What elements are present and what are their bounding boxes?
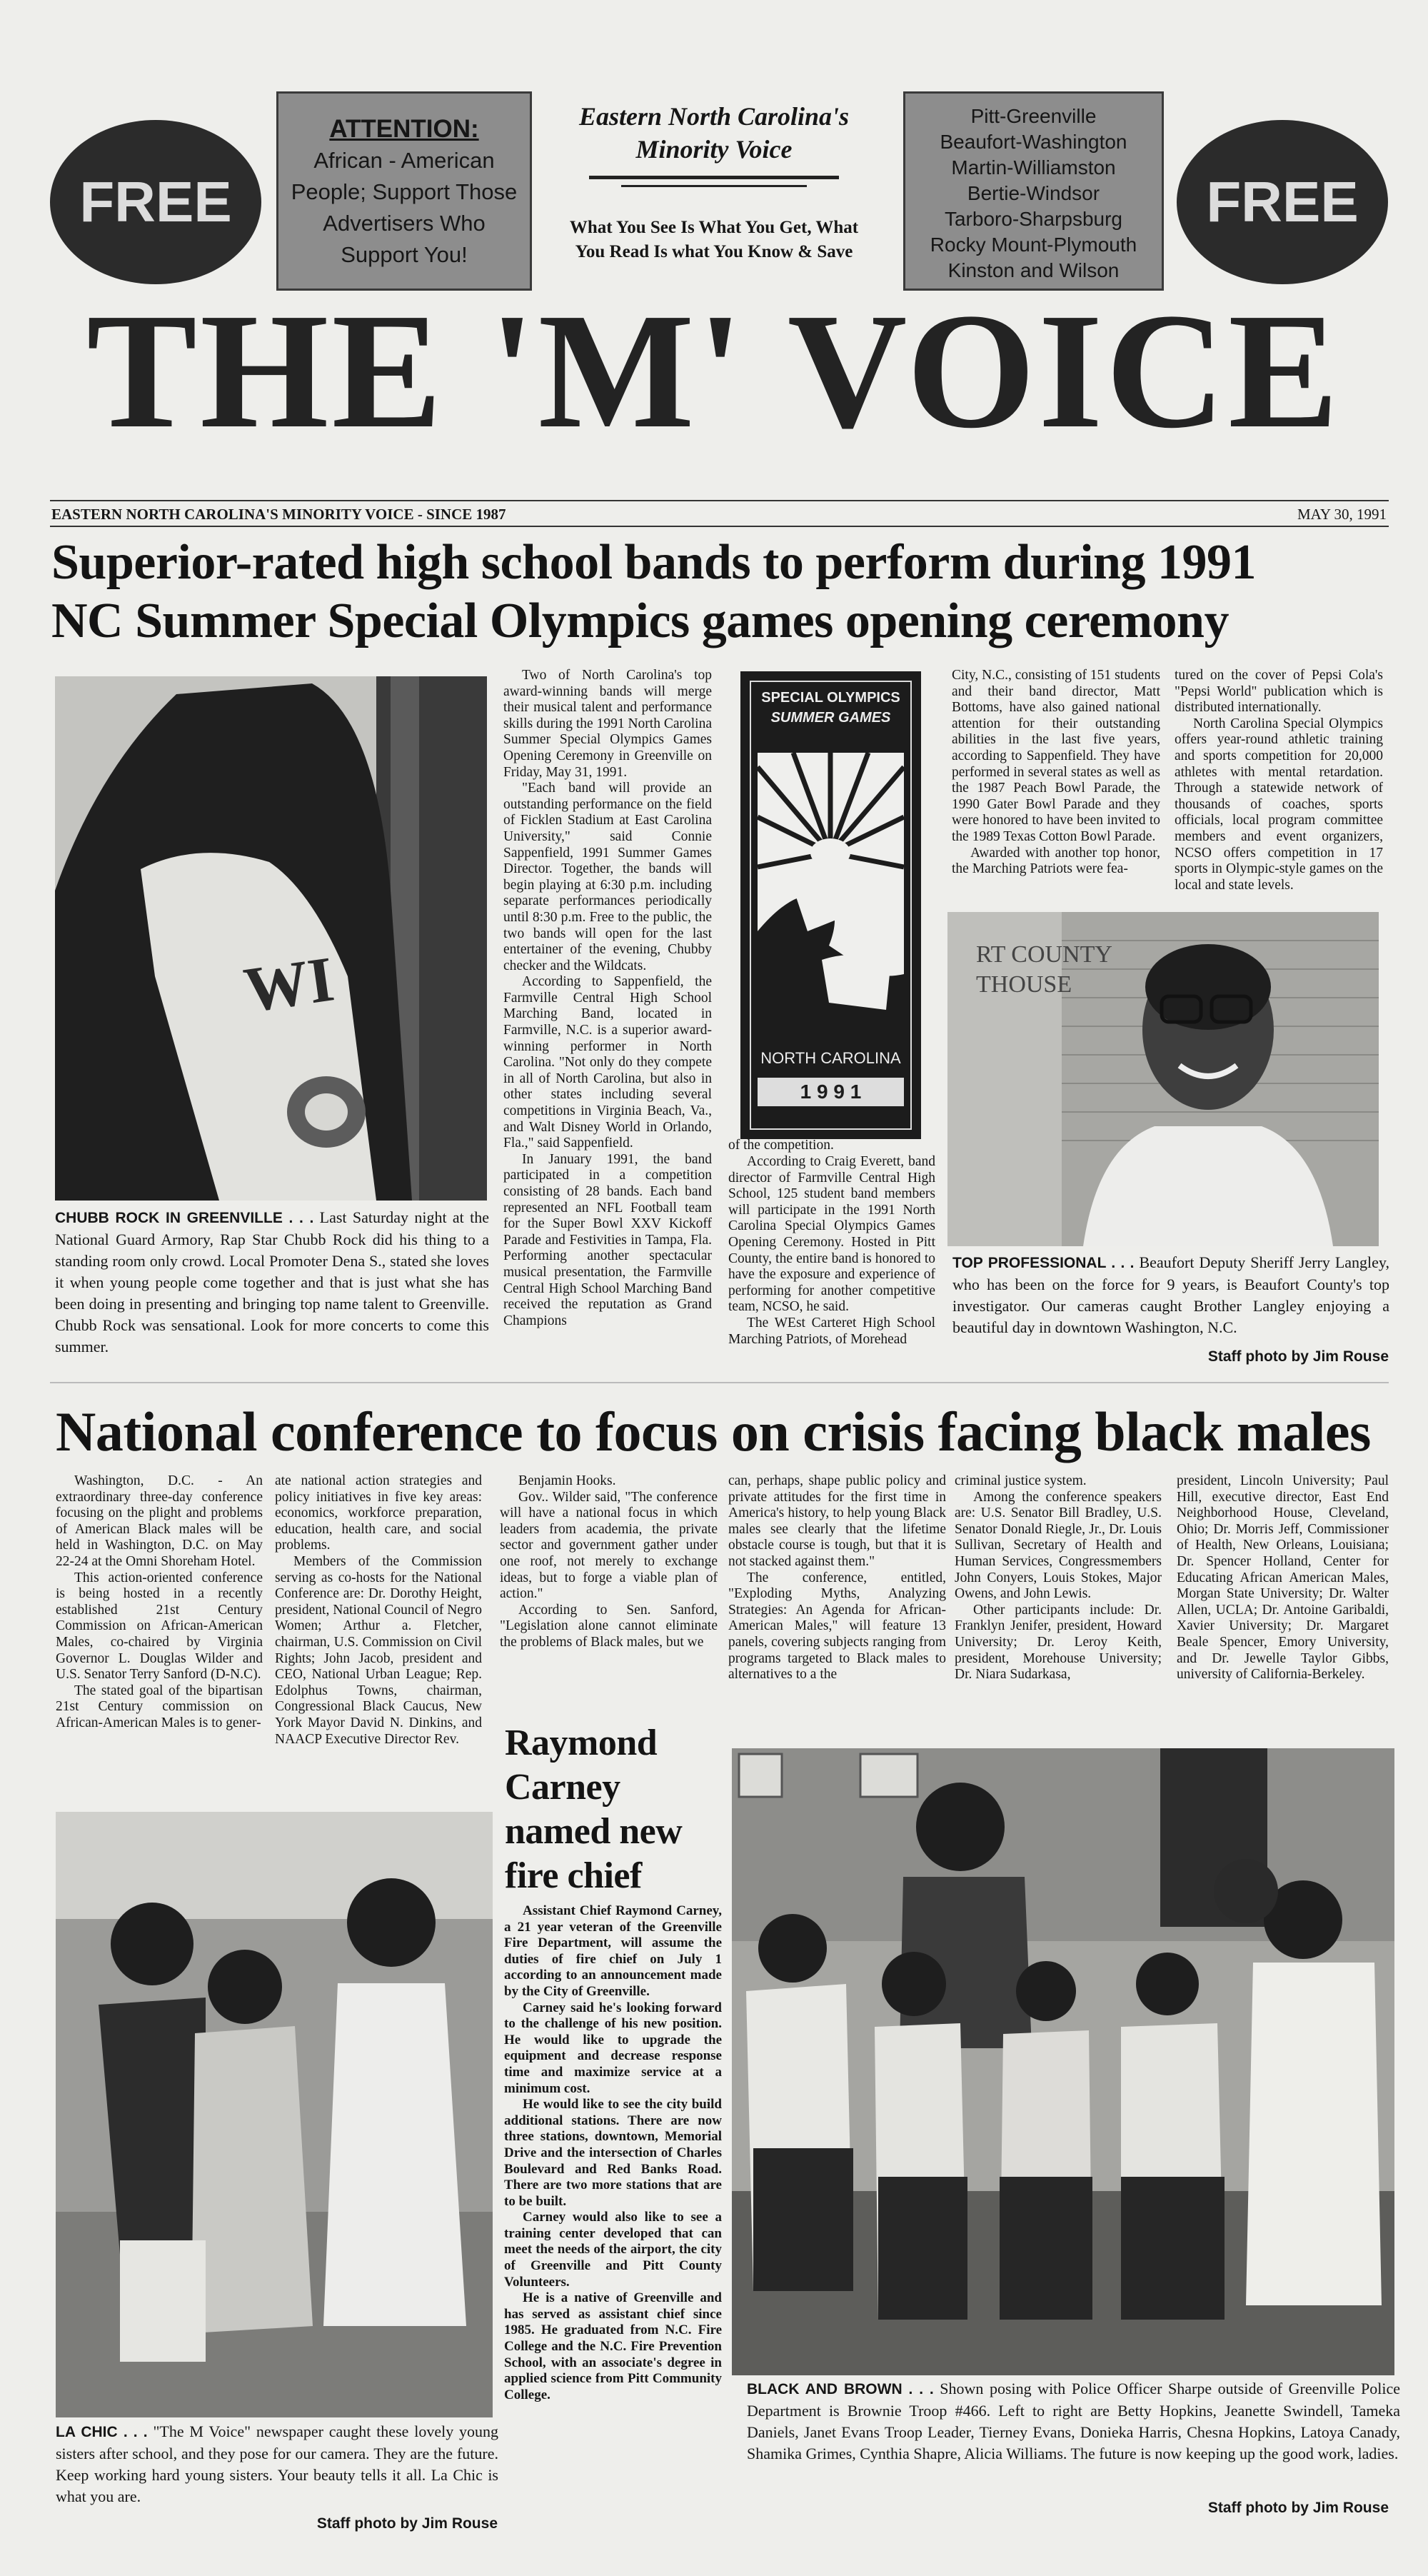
city-line: Kinston and Wilson — [947, 259, 1120, 281]
city-line: Pitt-Greenville — [970, 105, 1097, 127]
paragraph: The stated goal of the bipartisan 21st Century commission on African-American Males is to gener- — [56, 1683, 263, 1730]
paragraph: According to Craig Everett, band director of Farmville Central High School, 125 student band members will participate in the 1991 North Carolina Special Olympics Games Opening Ceremony. Hosted in Pitt County, the entire band is honored to have the exposure and experience of performing for another competitive team, NCSO, he said. — [728, 1154, 935, 1315]
paragraph: North Carolina Special Olympics offers year-round athletic training and sports competition for 20,000 athletes with mental retardation. Through a statewide network of thousands of coaches, sports officials, local program committee members and event organizers, NCSO offers competition in 17 sports in Olympic-style games on the local and state levels. — [1175, 716, 1383, 893]
tagline-rule-2 — [621, 185, 807, 187]
paragraph: In January 1991, the band participated in a competition consisting of 28 bands. Each band represented an NFL Football team for the Super Bowl XXV Kickoff Parade and Festivities in Tampa, Fla. Performing another spectacular musical presentation, the Farmville Central High School Marching Band received the reputation as Grand Champions — [503, 1151, 712, 1328]
city-line: Bertie-Windsor — [967, 182, 1100, 204]
attention-lines — [278, 145, 530, 271]
story2-column-3 — [500, 1473, 718, 1651]
paragraph: tured on the cover of Pepsi Cola's "Pepsi World" publication which is distributed internationally. — [1175, 668, 1383, 716]
story3-headline-4: fire chief — [505, 1855, 642, 1896]
paragraph: Members of the Commission serving as co-hosts for the National Conference are: Dr. Dorothy Height, president, National Council of Negro Women; Arthur a. Fletcher, chairman, U.S. Commission on Civil Rights; John Jacob, president and CEO, National Urban League; Rep. Edolphus Towns, chairman, Congressional Black Caucus, New York Mayor David N. Dinkins, and NAACP Executive Director Rev. — [275, 1553, 482, 1747]
svg-text:THOUSE: THOUSE — [976, 971, 1072, 998]
cities-box — [903, 91, 1164, 291]
attention-title: ATTENTION: — [329, 115, 479, 143]
paragraph: According to Sappenfield, the Farmville Central High School Marching Band, located in Farmville, N.C. is a superior award-winning performer in North Carolina. "Not only do they compete in all of North Carolina, but also in other states including several competitions in Virginia Beach, Va., and Walt Disney World in Orlando, Fla.," said Sappenfield. — [503, 974, 712, 1151]
story1-column-4 — [1175, 668, 1383, 893]
logo-year: 1 9 9 1 — [758, 1078, 904, 1106]
attention-line: Advertisers Who — [323, 211, 486, 236]
paragraph: Gov.. Wilder said, "The conference will have a national focus in which leaders from academia, the private sector and government gather under one roof, not merely to exchange ideas, but to forge a viable plan of action." — [500, 1489, 718, 1602]
top-professional-photo — [947, 912, 1379, 1246]
paragraph: He would like to see the city build additional stations. There are now three stations, downtown, Memorial Drive and the intersection of Charles Boulevard and Red Banks Road. There are two more stations that are to be built. — [504, 2097, 722, 2209]
paragraph: "Each band will provide an outstanding performance on the field of Ficklen Stadium at East Carolina University," said Connie Sappenfield, 1991 Summer Games Director. Together, the bands will begin playing at 6:30 p.m. including separate performances periodically until 8:30 p.m. Free to the public, the two bands will open for the last entertainer of the evening, Chubby checker and the Wildcats. — [503, 781, 712, 973]
story2-column-1 — [56, 1473, 263, 1732]
paragraph: of the competition. — [728, 1138, 834, 1153]
paragraph: According to Sen. Sanford, "Legislation alone cannot eliminate the problems of Black males, but we — [500, 1602, 718, 1650]
masthead-rule-bottom — [50, 526, 1389, 527]
tagline-top-2: Minority Voice — [635, 135, 793, 164]
paragraph: Carney would also like to see a training center developed that can meet the needs of the airport, the city of Greenville and Pitt County Volunteers. — [504, 2210, 722, 2290]
svg-text:WI: WI — [240, 943, 338, 1026]
la-chic-photo-credit: Staff photo by Jim Rouse — [316, 2515, 498, 2532]
caption-chubb-rock-text: Last Saturday night at the National Guard Armory, Rap Star Chubb Rock did his thing to a standing room only crowd. Local Promoter Dena S., stated she loves it when young people come together and that is just what she has been doing in presenting and bringing top name talent to Greenville. Chubb Rock was sensational. Look for more concerts to come this summer. — [55, 1208, 490, 1355]
attention-box — [276, 91, 532, 291]
logo-bottom-1: NORTH CAROLINA — [760, 1049, 901, 1067]
tagline-block — [543, 100, 885, 264]
paragraph: Other participants include: Dr. Franklyn Jenifer, president, Howard University; Dr. Leroy Keith, president, Morehouse University; Dr. Niara Sudarkasa, — [955, 1602, 1162, 1683]
paragraph: Awarded with another top honor, the Marching Patriots were fea- — [952, 845, 1160, 877]
caption-la-chic-label: LA CHIC . . . — [56, 2424, 148, 2440]
paragraph: Among the conference speakers are: U.S. Senator Bill Bradley, U.S. Senator Donald Riegle, Jr., Dr. Louis Sullivan, Secretary of Health and Human Services, Congressmembers John Conyers, Louis Stokes, Major Owens, and John Lewis. — [955, 1489, 1162, 1602]
story2-column-5 — [955, 1473, 1162, 1683]
paragraph: criminal justice system. — [955, 1473, 1087, 1488]
story1-column-1 — [503, 668, 712, 1329]
free-badge-left: FREE — [50, 120, 261, 284]
caption-chubb-rock-label: CHUBB ROCK IN GREENVILLE . . . — [55, 1210, 314, 1226]
city-line: Martin-Williamston — [951, 156, 1116, 179]
free-badge-right: FREE — [1177, 120, 1388, 284]
story3-headline-1: Raymond — [505, 1723, 658, 1763]
caption-la-chic — [56, 2421, 498, 2507]
tagline-bottom-1: What You See Is What You Get, What — [569, 218, 859, 237]
tagline-top-1: Eastern North Carolina's — [578, 102, 850, 131]
caption-black-and-brown-label: BLACK AND BROWN . . . — [747, 2381, 934, 2397]
story2-column-2 — [275, 1473, 482, 1748]
masthead-rule-top — [50, 500, 1389, 501]
paragraph: president, Lincoln University; Paul Hill, executive director, East End Neighborhood House, Cleveland, Ohio; Dr. Morris Jeff, Commissioner of Health, New Orleans, Louisiana; Dr. Spencer Holland, Center for Educating African American Males, Morgan State University; Dr. Walter Allen, UCLA; Dr. Antoine Garibaldi, Xavier University; Dr. Margaret Beale Spencer, Emory University, and Dr. Jewelle Taylor Gibbs, university of California-Berkeley. — [1177, 1473, 1389, 1683]
story3-headline — [505, 1721, 726, 1898]
story3-body — [504, 1903, 722, 2403]
paragraph: This action-oriented conference is being hosted in a recently established 21st Century Commission on African-American Males, co-chaired by Virginia Governor L. Douglas Wilder and U.S. Senator Terry Sanford (D-N.C). — [56, 1570, 263, 1683]
city-line: Beaufort-Washington — [940, 131, 1127, 153]
brownie-photo-credit: Staff photo by Jim Rouse — [1207, 2500, 1389, 2516]
masthead-subtitle: EASTERN NORTH CAROLINA'S MINORITY VOICE - SINCE 1987 — [51, 506, 506, 523]
caption-black-and-brown — [747, 2378, 1400, 2465]
caption-black-and-brown-text: Shown posing with Police Officer Sharpe outside of Greenville Police Department is Brownie Troop #466. Left to right are Betty Hopkins, Jeanette Swindell, Tameka Daniels, Janet Evans Troop Leader, Tierney Evans, Donieka Harris, Chesna Hopkins, Latoya Canady, Shamika Grimes, Cynthia Shapre, Alicia Williams. The future is now keeping up the good work, ladies. — [747, 2380, 1400, 2462]
paragraph: Carney said he's looking forward to the challenge of his new position. He would like to upgrade the equipment and decrease response time and maximize service at a minimum cost. — [504, 2000, 722, 2096]
paragraph: ate national action strategies and policy initiatives in five key areas: economics, workforce preparation, education, health care, and social problems. — [275, 1473, 482, 1553]
attention-line: African - American — [313, 148, 495, 173]
caption-top-professional-text: Beaufort Deputy Sheriff Jerry Langley, who has been on the force for 9 years, is Beaufort County's top investigator. Our cameras caught Brother Langley enjoying a beautiful day in downtown Washington, N.C. — [952, 1253, 1390, 1336]
city-line: Rocky Mount-Plymouth — [930, 234, 1137, 256]
paragraph: The WEst Carteret High School Marching Patriots, of Morehead — [728, 1315, 935, 1347]
caption-chubb-rock — [55, 1207, 489, 1358]
svg-text:RT COUNTY: RT COUNTY — [976, 941, 1112, 968]
story1-column-2-top — [728, 1138, 935, 1154]
attention-line: People; Support Those — [291, 179, 518, 204]
la-chic-photo — [56, 1812, 493, 2417]
caption-top-professional-label: TOP PROFESSIONAL . . . — [952, 1255, 1135, 1271]
tagline-rule — [589, 176, 839, 179]
cities-list — [905, 104, 1162, 284]
paragraph: City, N.C., consisting of 151 students and their band director, Matt Bottoms, have also gained national attention for their outstanding abilities in the last five years, according to Sappenfield. They have performed in several states as well as the 1987 Peach Bowl Parade, the 1990 Gater Bowl Parade and they were honored to have been invited to the 1989 Texas Cotton Bowl Parade. — [952, 668, 1160, 844]
paragraph: Benjamin Hooks. — [518, 1473, 616, 1488]
special-olympics-logo — [740, 671, 921, 1139]
story1-column-2 — [728, 1154, 935, 1348]
paragraph: Two of North Carolina's top award-winning bands will merge their musical talent and performance skills during the 1991 North Carolina Summer Special Olympics Games Opening Ceremony in Greenville on Friday, May 31, 1991. — [503, 668, 712, 780]
city-line: Tarboro-Sharpsburg — [944, 208, 1123, 230]
logo-top-1: SPECIAL OLYMPICS — [761, 690, 900, 706]
story1-headline-1: Superior-rated high school bands to perform during 1991 — [51, 535, 1256, 590]
caption-top-professional — [952, 1252, 1389, 1338]
section-divider — [50, 1382, 1389, 1383]
paragraph: He is a native of Greenville and has served as assistant chief since 1985. He graduated from N.C. Fire College and the N.C. Fire Prevention School, with an associate's degree in applied science from Pitt Community College. — [504, 2290, 722, 2402]
story3-headline-2: Carney — [505, 1767, 620, 1808]
masthead-title: THE 'M' VOICE — [86, 279, 1342, 463]
issue-date: MAY 30, 1991 — [1297, 506, 1387, 523]
story3-headline-3: named new — [505, 1811, 683, 1852]
brownie-troop-photo — [732, 1748, 1394, 2375]
paragraph: Washington, D.C. - An extraordinary three-day conference focusing on the plight and problems of American Black males will be held in Washington, D.C. on May 22-24 at the Omni Shoreham Hotel. — [56, 1473, 263, 1569]
story2-column-4 — [728, 1473, 946, 1683]
tagline-bottom-2: You Read Is what You Know & Save — [575, 242, 853, 261]
paragraph: can, perhaps, shape public policy and private attitudes for the first time in America's history, to help young Black males see clearly that the lifetime obstacle course is tough, but that it is not stacked against them." — [728, 1473, 946, 1569]
story2-headline: National conference to focus on crisis facing black males — [56, 1400, 1371, 1463]
attention-line: Support You! — [341, 242, 468, 267]
paragraph: The conference, entitled, "Exploding Myths, Analyzing Strategies: An Agenda for African-American Males," will feature 13 panels, covering subjects ranging from programs targeted to Black males to alternatives to a the — [728, 1570, 946, 1683]
logo-top-2: SUMMER GAMES — [770, 710, 891, 726]
paragraph: Assistant Chief Raymond Carney, a 21 year veteran of the Greenville Fire Department, will assume the duties of fire chief on July 1 according to an announcement made by the City of Greenville. — [504, 1903, 722, 1999]
story1-headline-2: NC Summer Special Olympics games opening ceremony — [51, 593, 1229, 648]
chubb-rock-photo — [55, 676, 487, 1201]
story2-column-6 — [1177, 1473, 1389, 1683]
story1-column-3 — [952, 668, 1160, 878]
story1-photo-credit: Staff photo by Jim Rouse — [1207, 1348, 1389, 1365]
caption-la-chic-text: "The M Voice" newspaper caught these lovely young sisters after school, and they pose for our camera. They are the future. Keep working hard young sisters. Your beauty tells it all. La Chic is what you are. — [56, 2422, 499, 2505]
